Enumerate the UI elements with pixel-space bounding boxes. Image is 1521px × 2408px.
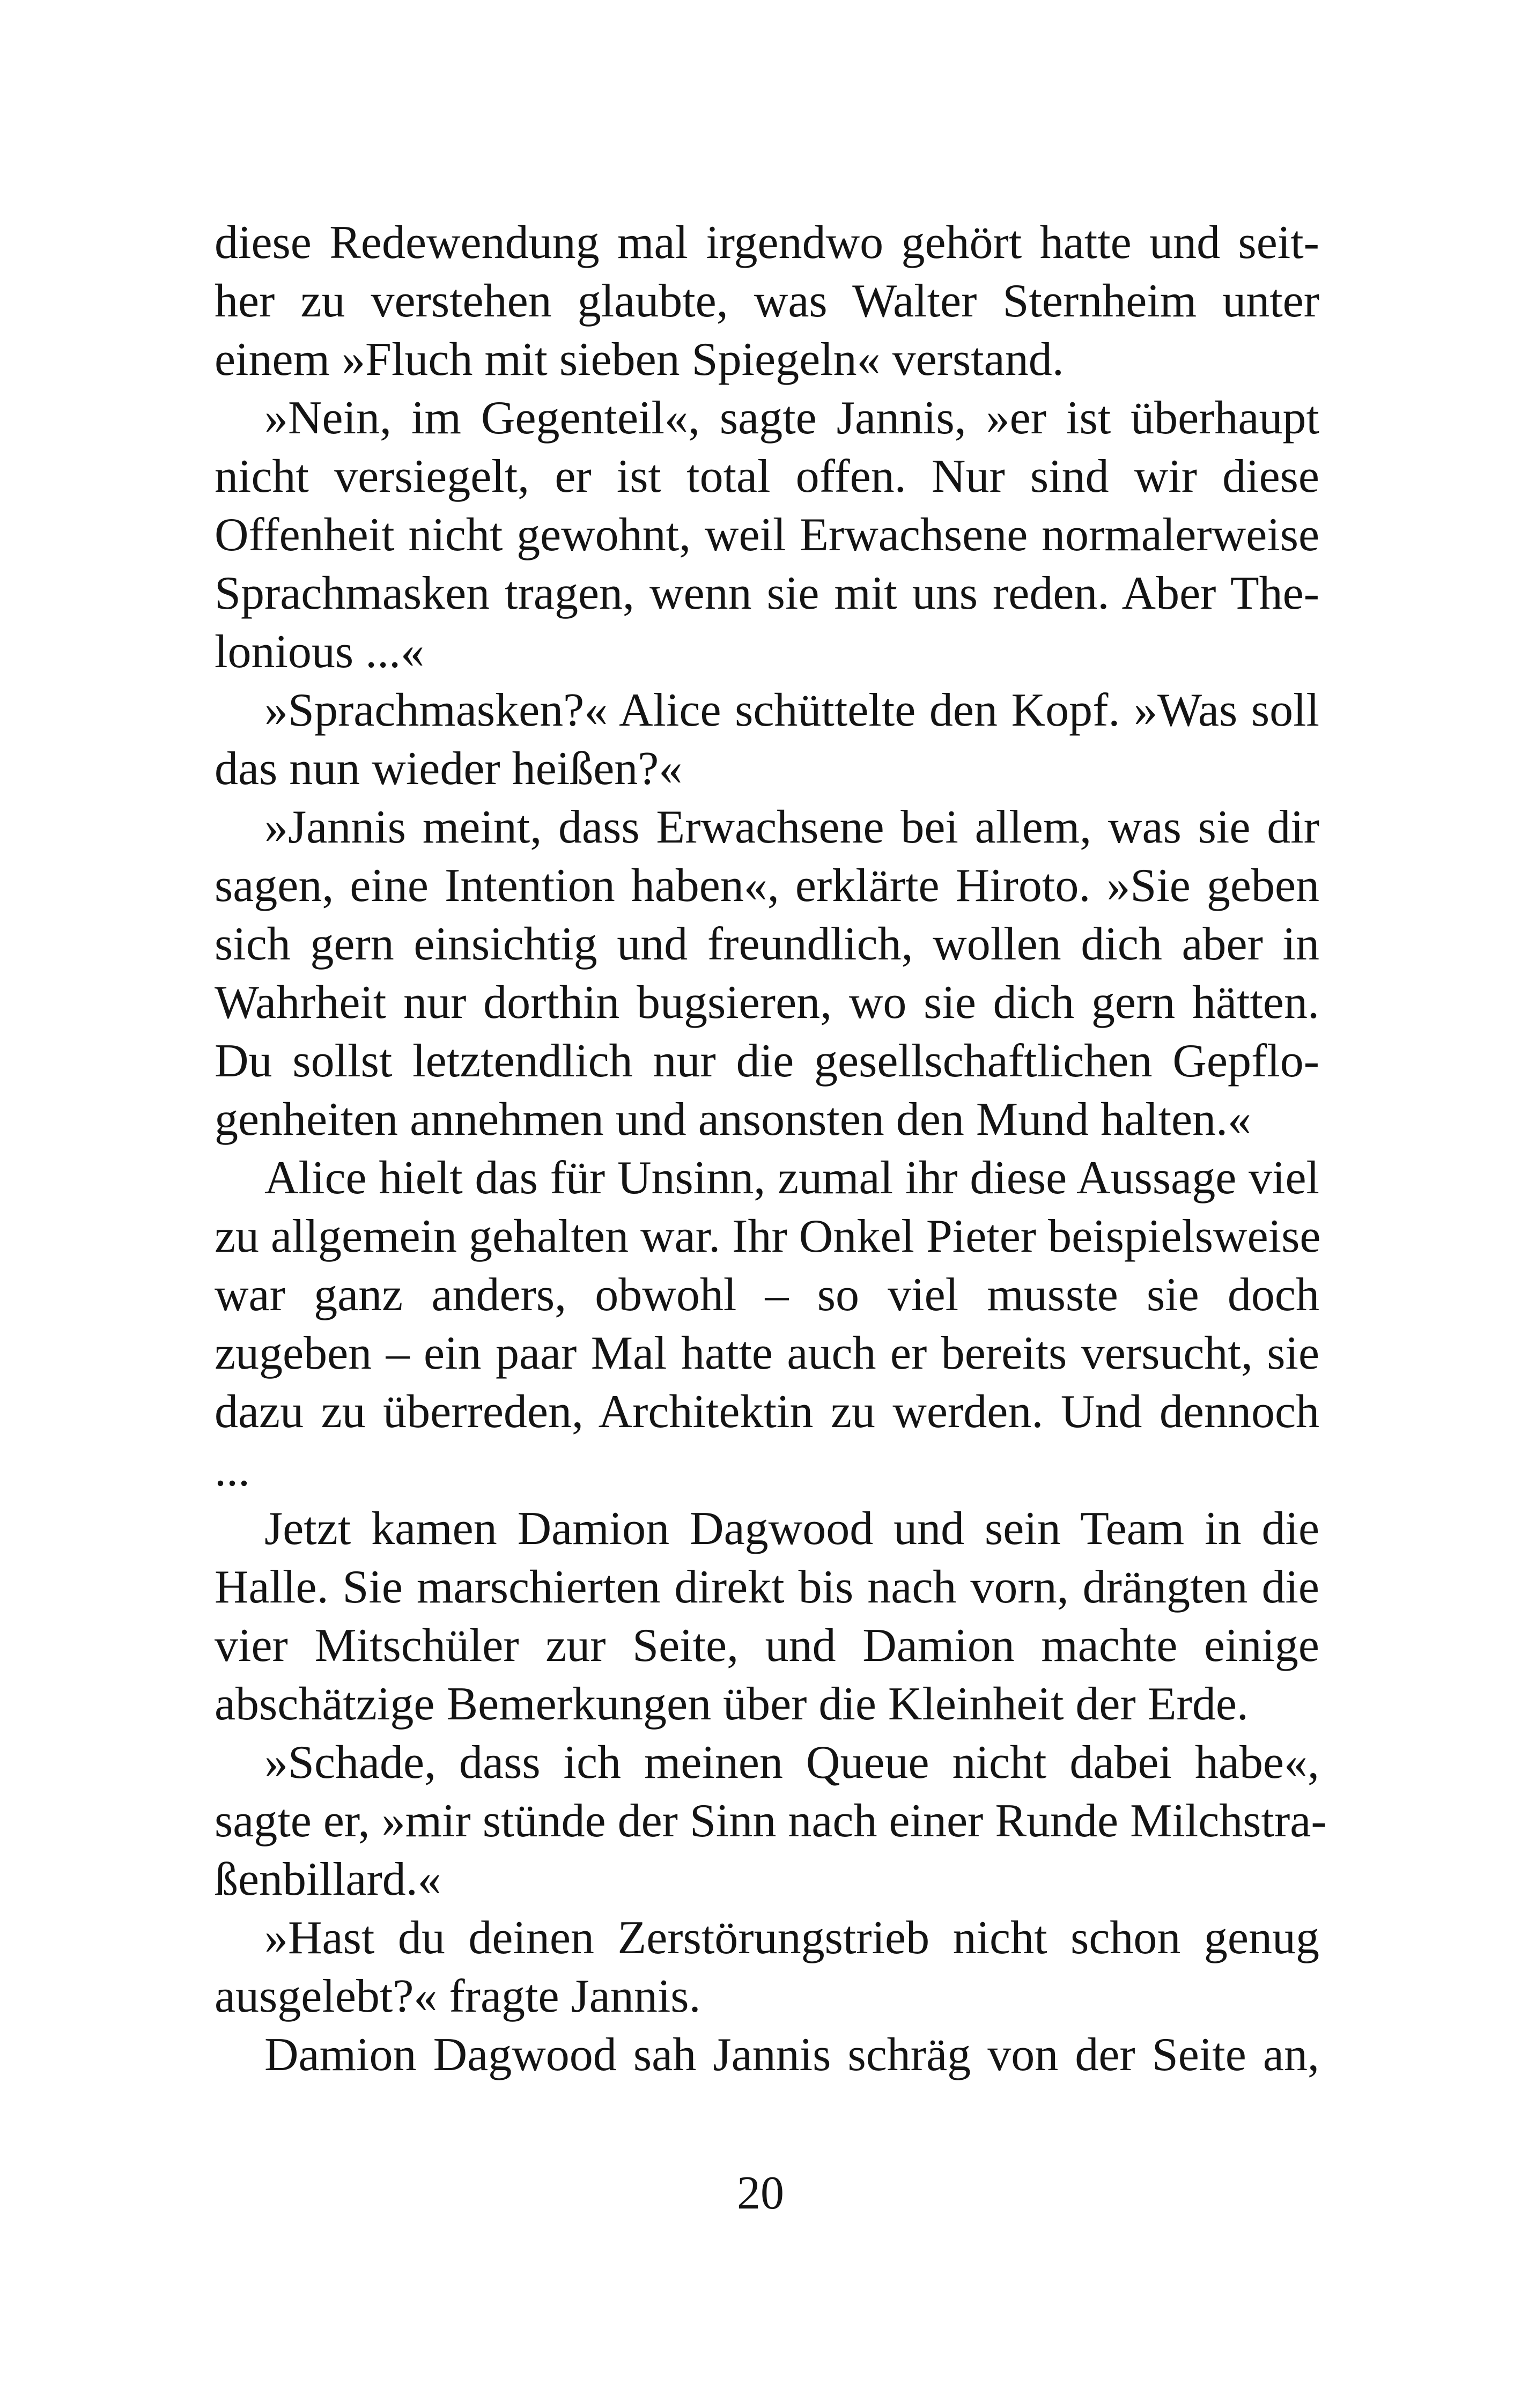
text-line: lonious ...« bbox=[215, 626, 425, 678]
text-line: »Nein, im Gegenteil«, sagte Jannis, »er ist überhaupt bbox=[264, 392, 1319, 444]
text-line: das nun wieder heißen?« bbox=[215, 743, 683, 795]
text-line: Du sollst letztendlich nur die gesellschaftlichen Gepflo- bbox=[215, 1035, 1319, 1087]
text-line: Damion Dagwood sah Jannis schräg von der Seite an, bbox=[264, 2029, 1319, 2081]
page-number: 20 bbox=[737, 2167, 784, 2219]
text-line: her zu verstehen glaubte, was Walter Sternheim unter bbox=[215, 275, 1319, 327]
text-line: einem »Fluch mit sieben Spiegeln« verstand. bbox=[215, 334, 1064, 386]
text-line: ßenbillard.« bbox=[215, 1853, 441, 1905]
text-line: dazu zu überreden, Architektin zu werden. Und dennoch bbox=[215, 1386, 1319, 1438]
text-line: nicht versiegelt, er ist total offen. Nur sind wir diese bbox=[215, 450, 1319, 503]
text-line: Sprachmasken tragen, wenn sie mit uns reden. Aber The- bbox=[215, 567, 1319, 619]
text-line: sagte er, »mir stünde der Sinn nach einer Runde Milchstra- bbox=[215, 1795, 1327, 1847]
text-line: »Sprachmasken?« Alice schüttelte den Kopf. »Was soll bbox=[264, 684, 1319, 736]
text-line: »Jannis meint, dass Erwachsene bei allem, was sie dir bbox=[264, 801, 1319, 853]
text-line: sich gern einsichtig und freundlich, wollen dich aber in bbox=[215, 918, 1319, 970]
text-line: zu allgemein gehalten war. Ihr Onkel Pieter beispielsweise bbox=[215, 1210, 1321, 1262]
text-line: abschätzige Bemerkungen über die Kleinheit der Erde. bbox=[215, 1678, 1249, 1730]
text-line: genheiten annehmen und ansonsten den Mund halten.« bbox=[215, 1094, 1252, 1146]
text-line: Alice hielt das für Unsinn, zumal ihr diese Aussage viel bbox=[264, 1152, 1319, 1204]
text-line: »Hast du deinen Zerstörungstrieb nicht schon genug bbox=[264, 1912, 1319, 1964]
text-line: zugeben – ein paar Mal hatte auch er bereits versucht, sie bbox=[215, 1327, 1319, 1379]
text-line: »Schade, dass ich meinen Queue nicht dabei habe«, bbox=[264, 1737, 1319, 1789]
text-line: Jetzt kamen Damion Dagwood und sein Team in die bbox=[264, 1503, 1319, 1555]
text-line: diese Redewendung mal irgendwo gehört hatte und seit- bbox=[215, 217, 1319, 269]
text-line: war ganz anders, obwohl – so viel musste sie doch bbox=[215, 1269, 1319, 1321]
text-line: Wahrheit nur dorthin bugsieren, wo sie dich gern hätten. bbox=[215, 977, 1319, 1029]
text-line: ausgelebt?« fragte Jannis. bbox=[215, 1970, 701, 2022]
text-line: sagen, eine Intention haben«, erklärte Hiroto. »Sie geben bbox=[215, 860, 1319, 912]
body-text bbox=[215, 213, 1327, 2084]
text-line: vier Mitschüler zur Seite, und Damion machte einige bbox=[215, 1620, 1319, 1672]
text-line: ... bbox=[215, 1444, 250, 1496]
text-line: Offenheit nicht gewohnt, weil Erwachsene normalerweise bbox=[215, 509, 1319, 561]
text-line: Halle. Sie marschierten direkt bis nach vorn, drängten die bbox=[215, 1561, 1319, 1613]
